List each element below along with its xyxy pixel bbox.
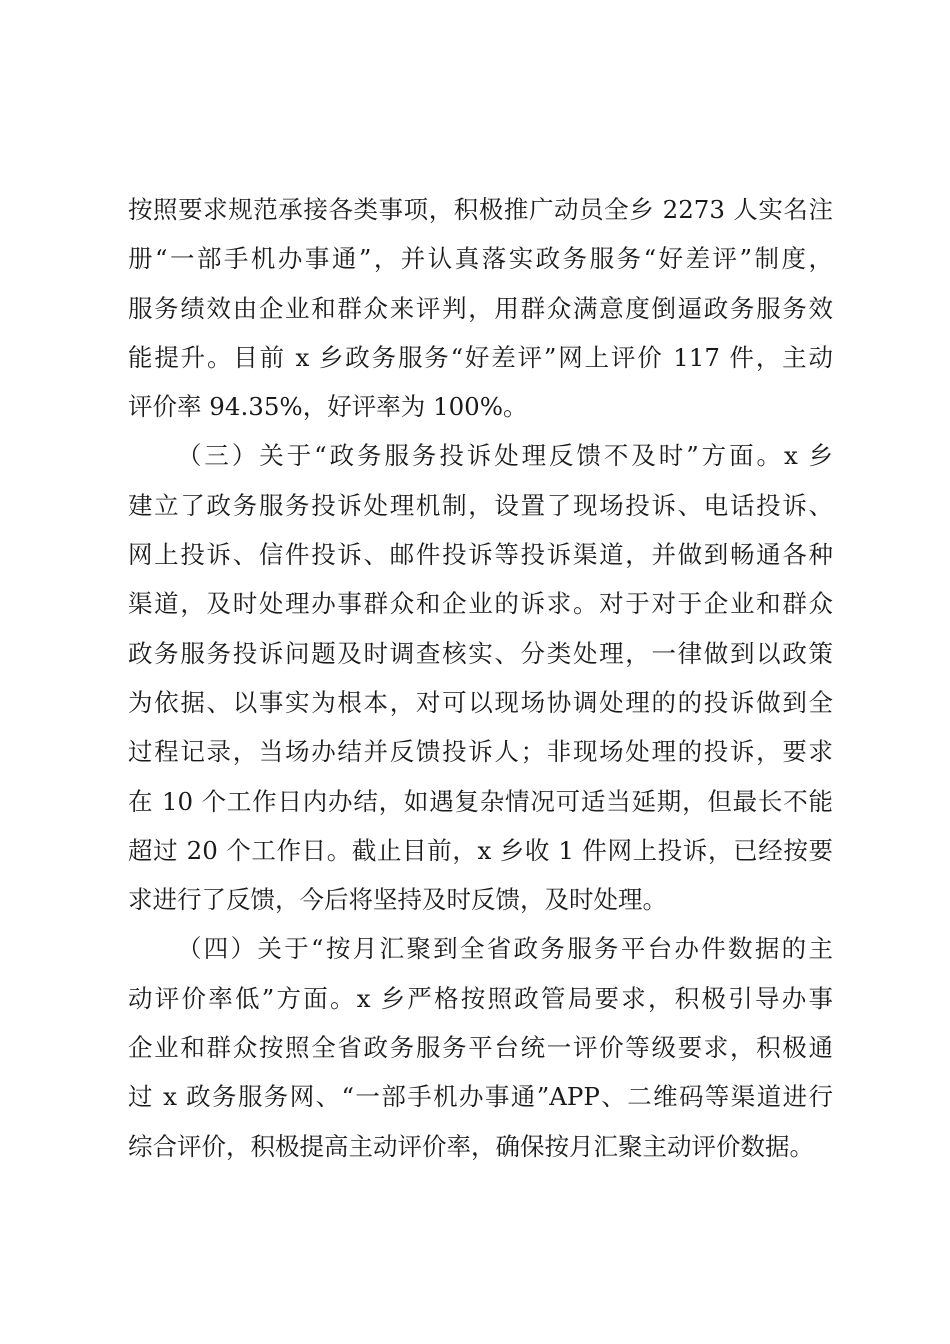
paragraph-2-line-2: 建立了政务服务投诉处理机制，设置了现场投诉、电话投诉、 [128, 490, 833, 520]
paragraph-1-line-4: 能提升。目前 x 乡政务服务“好差评”网上评价 117 件，主动 [128, 342, 833, 372]
paragraph-3-line-2: 动评价率低”方面。x 乡严格按照政管局要求，积极引导办事 [128, 983, 833, 1013]
paragraph-2-line-10: 求进行了反馈，今后将坚持及时反馈，及时处理。 [128, 885, 667, 915]
paragraph-3-line-5: 综合评价，积极提高主动评价率，确保按月汇聚主动评价数据。 [128, 1131, 814, 1161]
paragraph-3-line-4: 过 x 政务服务网、“一部手机办事通”APP、二维码等渠道进行 [128, 1082, 833, 1112]
paragraph-2-line-5: 政务服务投诉问题及时调查核实、分类处理，一律做到以政策 [128, 638, 833, 668]
paragraph-2-line-1: （三）关于“政务服务投诉处理反馈不及时”方面。x 乡 [177, 441, 833, 471]
paragraph-2-line-7: 过程记录，当场办结并反馈投诉人；非现场处理的投诉，要求 [128, 737, 833, 767]
paragraph-1-line-3: 服务绩效由企业和群众来评判，用群众满意度倒逼政务服务效 [128, 293, 833, 323]
paragraph-1-line-5: 评价率 94.35%，好评率为 100%。 [128, 392, 528, 422]
paragraph-1-line-1: 按照要求规范承接各类事项，积极推广动员全乡 2273 人实名注 [128, 195, 833, 224]
paragraph-2-line-3: 网上投诉、信件投诉、邮件投诉等投诉渠道，并做到畅通各种 [128, 540, 833, 570]
paragraph-2-line-9: 超过 20 个工作日。截止目前，x 乡收 1 件网上投诉，已经按要 [128, 835, 833, 865]
paragraph-2-line-8: 在 10 个工作日内办结，如遇复杂情况可适当延期，但最长不能 [128, 786, 833, 816]
paragraph-1-line-2: 册“一部手机办事通”，并认真落实政务服务“好差评”制度， [128, 244, 833, 274]
paragraph-2-line-6: 为依据、以事实为根本，对可以现场协调处理的的投诉做到全 [128, 687, 833, 717]
paragraph-3-line-3: 企业和群众按照全省政务服务平台统一评价等级要求，积极通 [128, 1033, 833, 1063]
paragraph-3-line-1: （四）关于“按月汇聚到全省政务服务平台办件数据的主 [177, 934, 833, 964]
body-text [128, 185, 833, 1171]
paragraph-2-line-4: 渠道，及时处理办事群众和企业的诉求。对于对于企业和群众 [128, 589, 833, 619]
